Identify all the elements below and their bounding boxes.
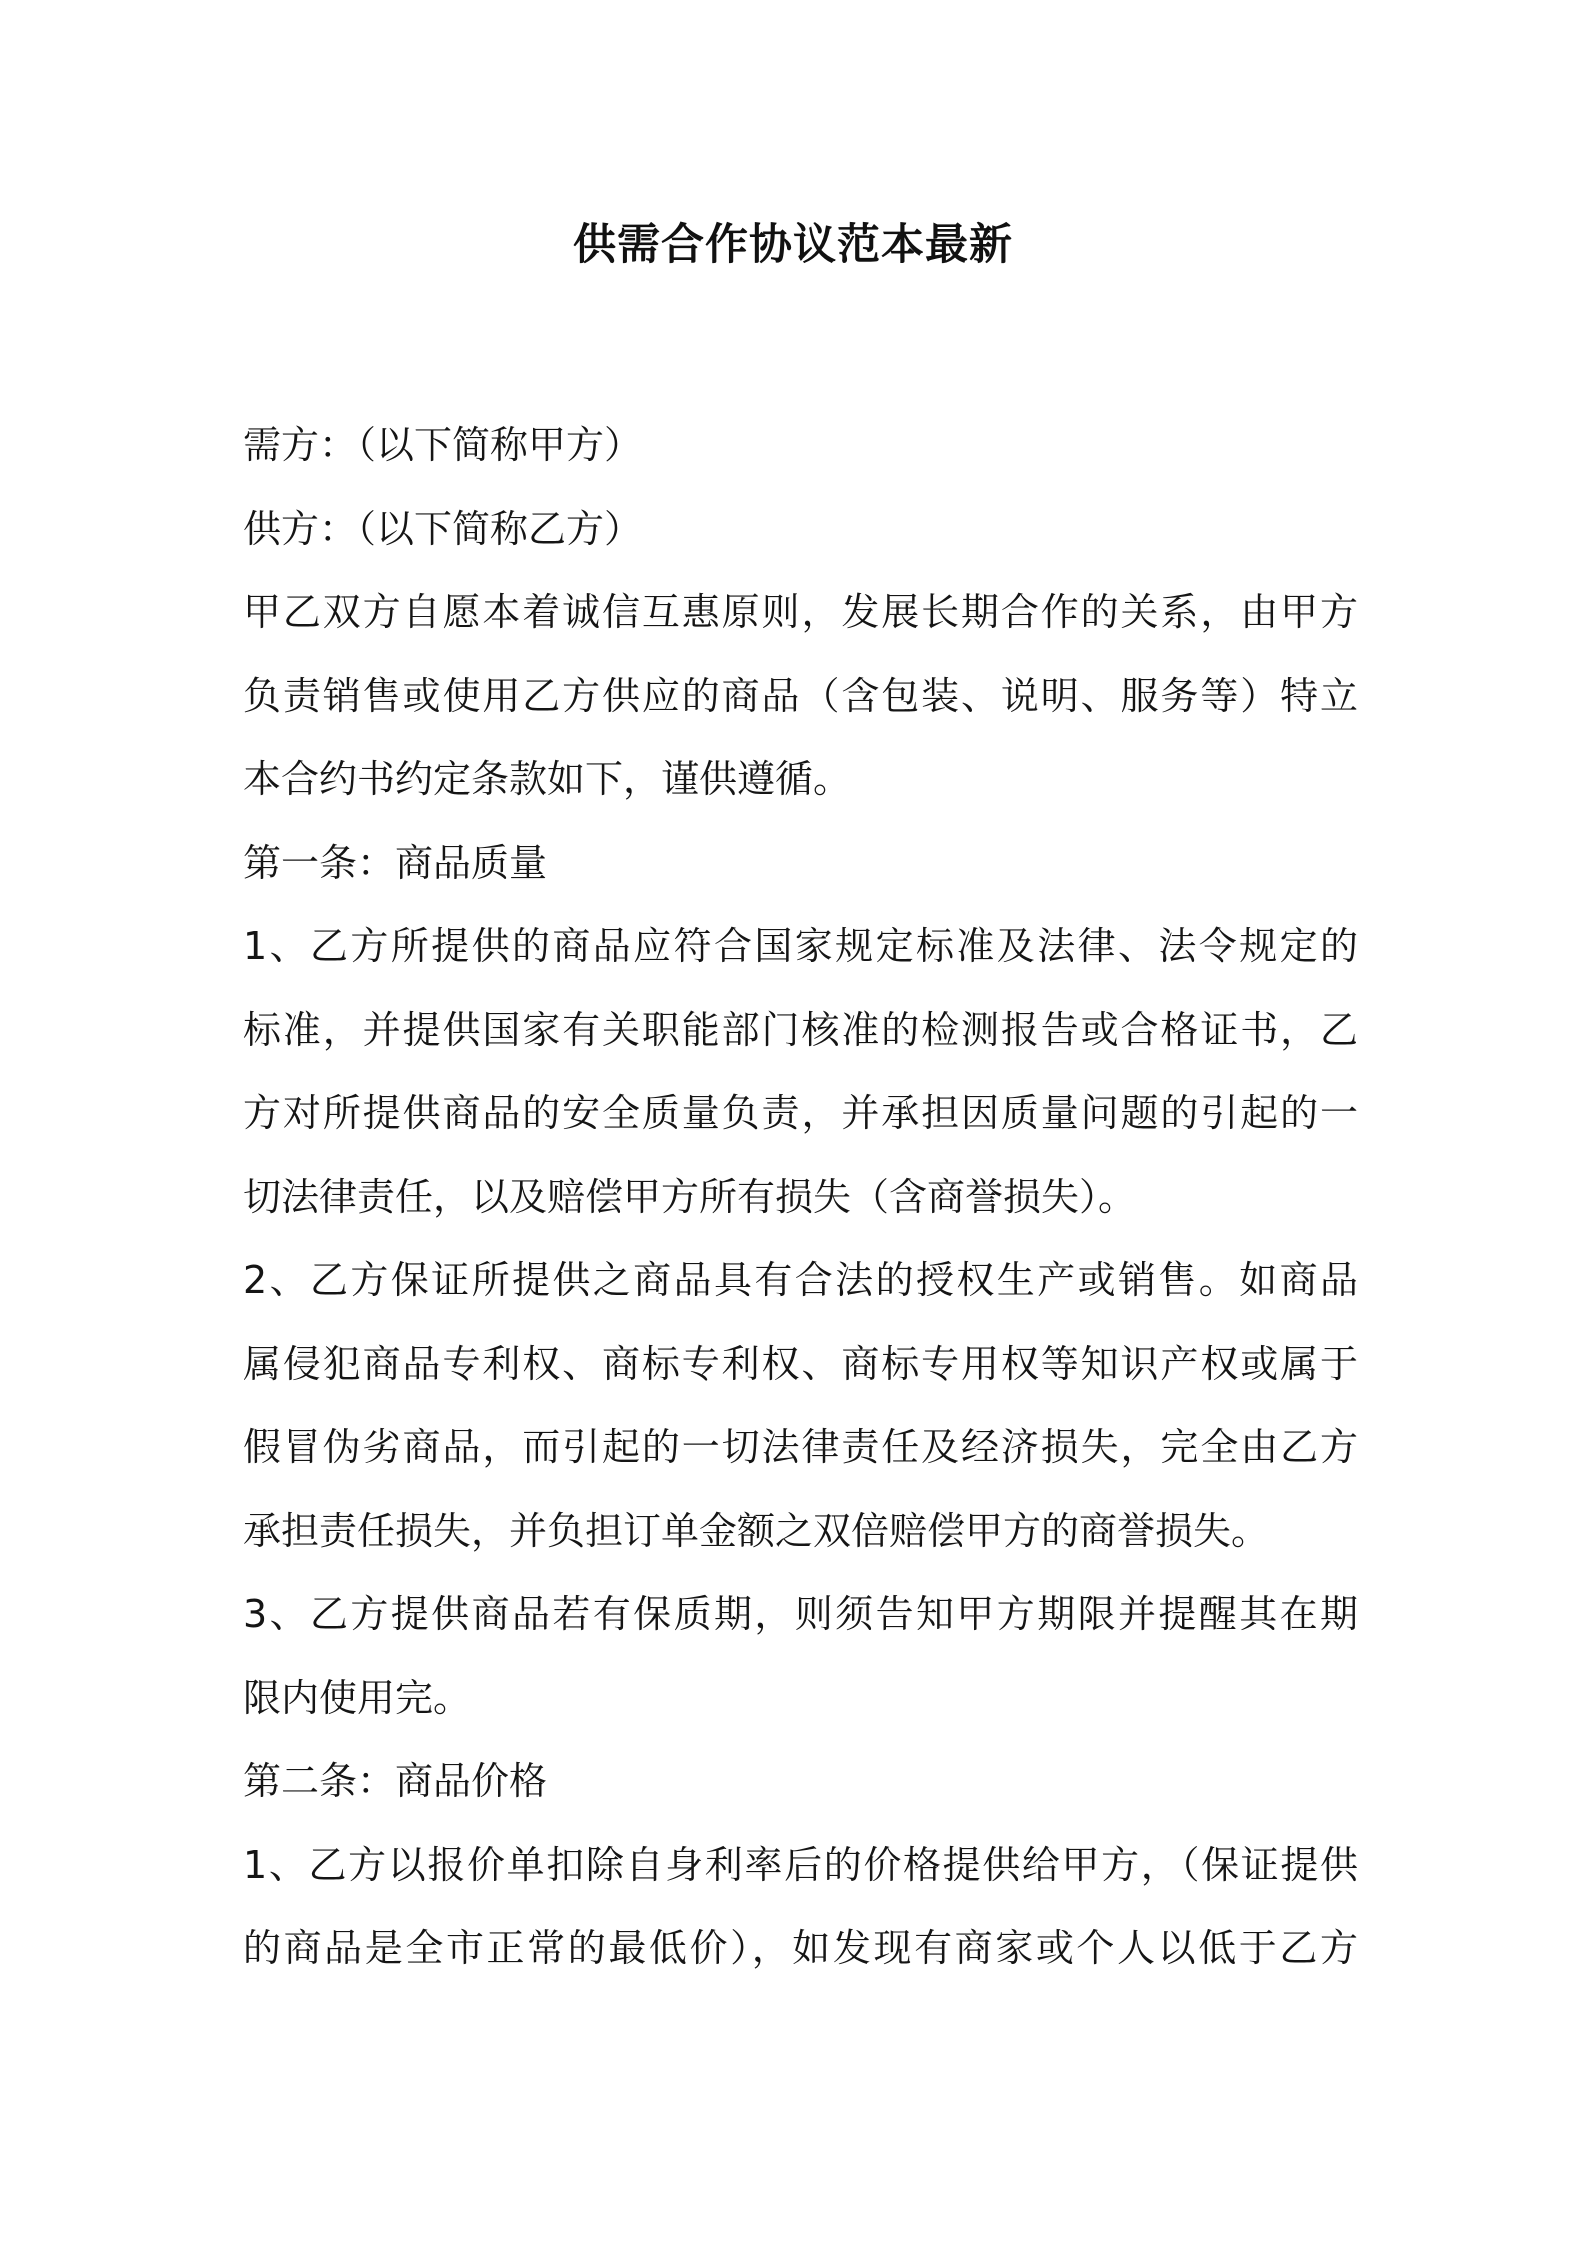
document-title: 供需合作协议范本最新 [573, 220, 1013, 270]
preamble-line-2: 负责销售或使用乙方供应的商品（含包装、说明、服务等）特立 [243, 673, 1358, 718]
article-1-clause-2-line-3: 假冒伪劣商品，而引起的一切法律责任及经济损失，完全由乙方 [243, 1425, 1358, 1469]
document-body [243, 404, 1358, 1991]
article-1-clause-1-line-4: 切法律责任，以及赔偿甲方所有损失（含商誉损失）。 [243, 1174, 1137, 1219]
article-1-clause-3-line-1: 3、乙方提供商品若有保质期，则须告知甲方期限并提醒其在期 [243, 1592, 1358, 1636]
article-1-clause-2-line-2: 属侵犯商品专利权、商标专利权、商标专用权等知识产权或属于 [243, 1341, 1358, 1386]
article-1-clause-1-line-3: 方对所提供商品的安全质量负责，并承担因质量问题的引起的一 [243, 1091, 1358, 1135]
article-2-clause-1-line-1: 1、乙方以报价单扣除自身利率后的价格提供给甲方，（保证提供 [243, 1842, 1358, 1887]
article-1-clause-1-line-2: 标准，并提供国家有关职能部门核准的检测报告或合格证书，乙 [243, 1007, 1358, 1052]
preamble-line-1: 甲乙双方自愿本着诚信互惠原则，发展长期合作的关系，由甲方 [243, 590, 1358, 634]
article-1-clause-2-line-1: 2、乙方保证所提供之商品具有合法的授权生产或销售。如商品 [243, 1258, 1358, 1302]
article-1-clause-2-line-4: 承担责任损失，并负担订单金额之双倍赔偿甲方的商誉损失。 [243, 1508, 1270, 1553]
article-1-heading: 第一条：商品质量 [243, 840, 548, 885]
article-1-clause-1-line-1: 1、乙方所提供的商品应符合国家规定标准及法律、法令规定的 [243, 924, 1358, 968]
party-demand-line: 需方：（以下简称甲方） [243, 423, 643, 467]
article-1-clause-3-line-2: 限内使用完。 [243, 1675, 472, 1720]
article-2-clause-1-line-2: 的商品是全市正常的最低价），如发现有商家或个人以低于乙方 [243, 1926, 1358, 1970]
article-2-heading: 第二条：商品价格 [243, 1759, 548, 1803]
preamble-line-3: 本合约书约定条款如下，谨供遵循。 [243, 757, 852, 801]
party-supply-line: 供方：（以下简称乙方） [243, 506, 643, 551]
